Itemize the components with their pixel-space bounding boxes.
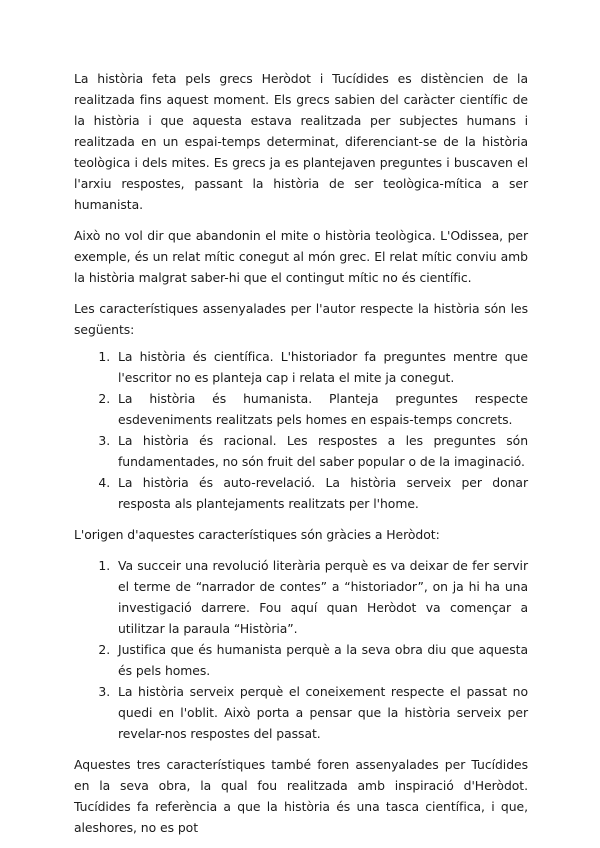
list-item: 1. La història és científica. L'historiador fa preguntes mentre que l'escritor no es planteja cap i relata el mite ja conegut. — [114, 346, 528, 388]
list-item: 1. Va succeir una revolució literària perquè es va deixar de fer servir el terme de “narrador de contes” a “historiador”, on ja hi ha una investigació darrere. Fou aquí quan Heròdot va començar a utilitzar la paraula “Història”. — [114, 555, 528, 639]
paragraph-characteristics-intro: Les característiques assenyalades per l'autor respecte la història són les següents: — [74, 301, 528, 337]
paragraph-tucidides: Aquestes tres característiques també foren assenyalades per Tucídides en la seva obra, la qual fou realitzada amb inspiració d'Heròdot. Tucídides fa referència a que la història és una tasca científica, i que, aleshores, no es pot — [74, 757, 528, 835]
list-item: 3. La història serveix perquè el coneixement respecte el passat no quedi en l'oblit. Això porta a pensar que la història serveix per revelar-nos respostes del passat. — [114, 681, 528, 744]
characteristics-list — [74, 346, 528, 514]
list-item: 4. La història és auto-revelació. La història serveix per donar resposta als plantejaments realitzats per l'home. — [114, 472, 528, 514]
paragraph-intro: La història feta pels grecs Heròdot i Tucídides es distèncien de la realitzada fins aquest moment. Els grecs sabien del caràcter científic de la història i que aquesta estava realitzada per subjectes humans i realitzada en un espai-temps determinat, diferenciant-se de la història teològica i dels mites. Es grecs ja es plantejaven preguntes i buscaven el l'arxiu respostes, passant la història de ser teològica-mítica a ser humanista. — [74, 71, 528, 212]
list-item: 2. La història és humanista. Planteja preguntes respecte esdeveniments realitzats pels homes en espais-temps concrets. — [114, 388, 528, 430]
list-item: 2. Justifica que és humanista perquè a la seva obra diu que aquesta és pels homes. — [114, 639, 528, 681]
paragraph-origin: L'origen d'aquestes característiques són gràcies a Heròdot: — [74, 527, 440, 542]
origin-list — [74, 555, 528, 744]
list-item: 3. La història és racional. Les respostes a les preguntes són fundamentades, no són fruit del saber popular o de la imaginació. — [114, 430, 528, 472]
paragraph-myth: Això no vol dir que abandonin el mite o història teològica. L'Odissea, per exemple, és un relat mític conegut al món grec. El relat mític conviu amb la història malgrat saber-hi que el contingut mític no és científic. — [74, 228, 528, 285]
